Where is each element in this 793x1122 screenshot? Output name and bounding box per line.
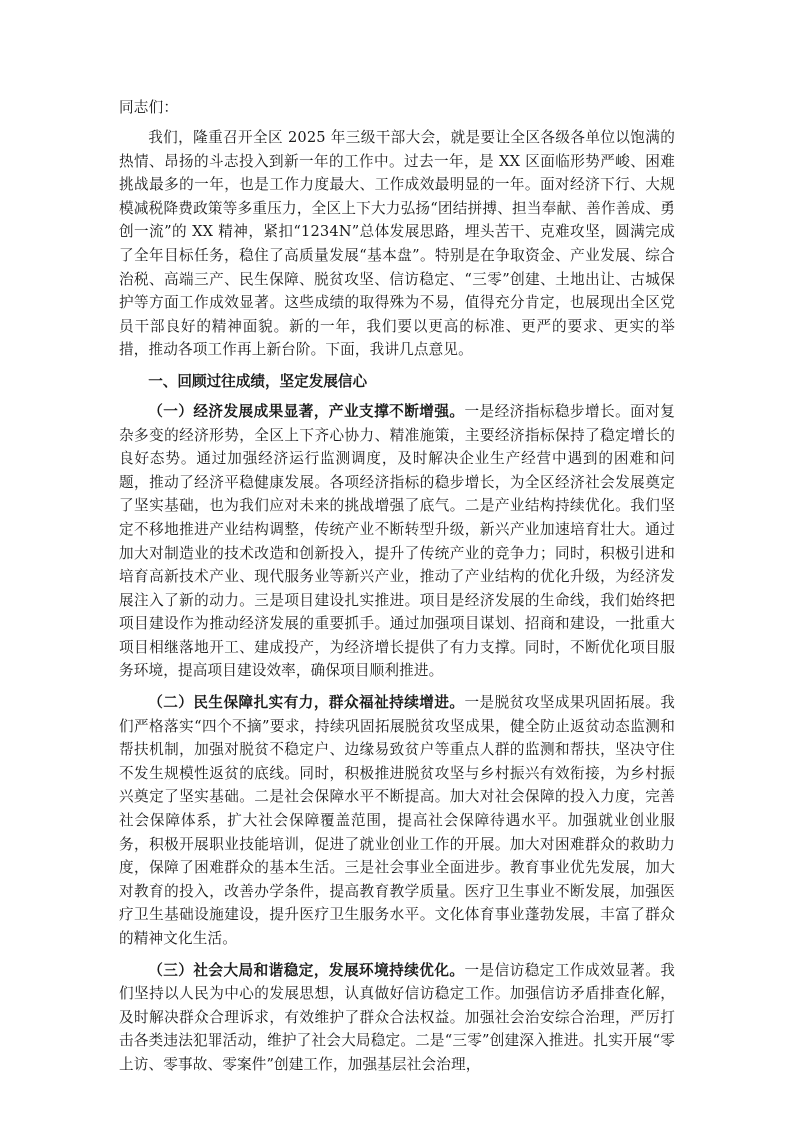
subsection-title-livelihood: （二）民生保障扎实有力，群众福祉持续增进。 — [148, 694, 465, 712]
subsection-body-economy: 一是经济指标稳步增长。面对复杂多变的经济形势，全区上下齐心协力、精准施策，主要经济指标保持了稳定增长的良好态势。通过加强经济运行监测调度，及时解决企业生产经营中遇到的困难和问题，推动了经济平稳健康发展。各项经济指标的稳步增长，为全区经济社会发展奠定了坚实基础，也为我们应对未来的挑战增强了底气。二是产业结构持续优化。我们坚定不移地推进产业结构调整，传统产业不断转型升级，新兴产业加速培育壮大。通过加大对制造业的技术改造和创新投入，提升了传统产业的竞争力；同时，积极引进和培育高新技术产业、现代服务业等新兴产业，推动了产业结构的优化升级，为经济发展注入了新的动力。三是项目建设扎实推进。项目是经济发展的生命线，我们始终把项目建设作为推动经济发展的重要抓手。通过加强项目谋划、招商和建设，一批重大项目相继落地开工、建成投产，为经济增长提供了有力支撑。同时，不断优化项目服务环境，提高项目建设效率，确保项目顺利推进。 — [119, 402, 675, 680]
subsection-title-stability: （三）社会大局和谐稳定，发展环境持续优化。 — [148, 961, 465, 979]
subsection-body-stability: 一是信访稳定工作成效显著。我们坚持以人民为中心的发展思想，认真做好信访稳定工作。加强信访矛盾排查化解，及时解决群众合理诉求，有效维护了群众合法权益。加强社会治安综合治理，严厉打击各类违法犯罪活动，维护了社会大局稳定。二是“三零”创建深入推进。扎实开展“零上访、零事故、零案件”创建工作，加强基层社会治理， — [119, 961, 675, 1073]
document-page — [119, 96, 675, 1085]
salutation: 同志们： — [119, 99, 179, 116]
section-heading-1: 一、回顾过往成绩，坚定发展信心 — [148, 372, 368, 390]
paragraph-stability — [119, 959, 675, 1077]
subsection-title-economy: （一）经济发展成果显著，产业支撑不断增强。 — [148, 402, 465, 420]
intro-paragraph: 我们，隆重召开全区 2025 年三级干部大会，就是要让全区各级各单位以饱满的热情、昂扬的斗志投入到新一年的工作中。过去一年，是 XX 区面临形势严峻、困难挑战最多的一年，也是工作力度最大、工作成效最明显的一年。面对经济下行、大规模减税降费政策等多重压力，全区上下大力弘扬“团结拼搏、担当奉献、善作善成、勇创一流”的 XX 精神，紧扣“1234N”总体发展思路，埋头苦干、克难攻坚，圆满完成了全年目标任务，稳住了高质量发展“基本盘”。特别是在争取资金、产业发展、综合治税、高端三产、民生保障、脱贫攻坚、信访稳定、“三零”创建、土地出让、古城保护等方面工作成效显著。这些成绩的取得殊为不易，值得充分肯定，也展现出全区党员干部良好的精神面貌。新的一年，我们要以更高的标准、更严的要求、更实的举措，推动各项工作再上新台阶。下面，我讲几点意见。 — [119, 129, 675, 359]
paragraph-economy — [119, 400, 675, 683]
subsection-body-livelihood: 一是脱贫攻坚成果巩固拓展。我们严格落实“四个不摘”要求，持续巩固拓展脱贫攻坚成果，健全防止返贫动态监测和帮扶机制，加强对脱贫不稳定户、边缘易致贫户等重点人群的监测和帮扶，坚决守住不发生规模性返贫的底线。同时，积极推进脱贫攻坚与乡村振兴有效衔接，为乡村振兴奠定了坚实基础。二是社会保障水平不断提高。加大对社会保障的投入力度，完善社会保障体系，扩大社会保障覆盖范围，提高社会保障待遇水平。加强就业创业服务，积极开展职业技能培训，促进了就业创业工作的开展。加大对困难群众的救助力度，保障了困难群众的基本生活。三是社会事业全面进步。教育事业优先发展，加大对教育的投入，改善办学条件，提高教育教学质量。医疗卫生事业不断发展，加强医疗卫生基础设施建设，提升医疗卫生服务水平。文化体育事业蓬勃发展，丰富了群众的精神文化生活。 — [119, 694, 675, 947]
paragraph-livelihood — [119, 691, 675, 951]
